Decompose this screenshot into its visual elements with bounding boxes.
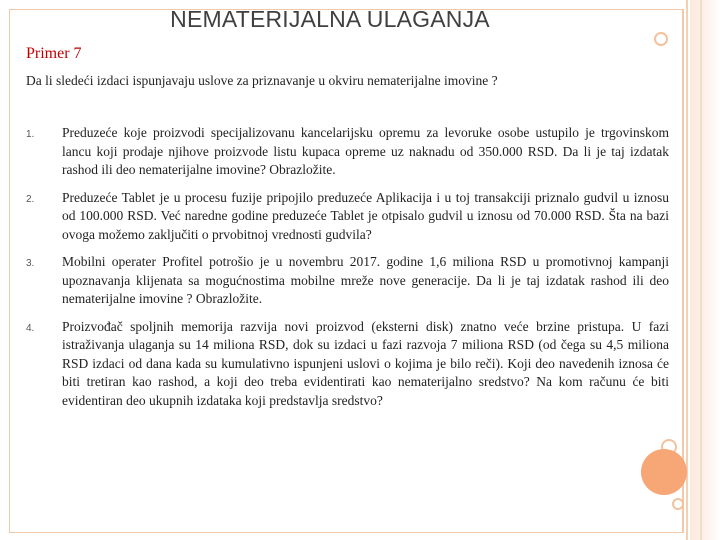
slide-subtitle: Primer 7 [26, 45, 82, 62]
list-item-number: 1. [26, 129, 35, 140]
list-item-text: Mobilni operater Profitel potrošio je u novembru 2017. godine 1,6 miliona RSD u promotivnoj kampanji upoznavanja klijenata sa mogućnostima mobilne mreže nove generacije. Da li je taj izdatak rashod ili deo nematerijalne imovine ? Obrazložite. [62, 254, 669, 306]
list-item [26, 253, 669, 309]
list-item-number: 2. [26, 193, 35, 205]
list-item-number: 4. [26, 322, 35, 334]
list-item-text: Preduzeće koje proizvodi specijalizovanu kancelarijsku opremu za levoruke osobe ustupilo je trgovinskom lancu koji prodaje njihove proizvode listu kupaca opreme uz naknadu od 350.000 RSD. Da li je taj izdatak rashod ili deo nematerijalne imovine? Obrazložite. [62, 125, 669, 177]
decorative-circle-filled [641, 449, 687, 495]
decorative-side-line [700, 0, 702, 540]
list-item [26, 189, 669, 245]
decorative-side-band [690, 0, 720, 540]
question-list [26, 124, 669, 419]
slide-title: NEMATERIJALNA ULAGANJA [170, 6, 490, 32]
list-item-text: Preduzeće Tablet je u procesu fuzije pripojilo preduzeće Aplikacija i u toj transakciji priznalo gudvil u iznosu od 100.000 RSD. Već naredne godine preduzeće Tablet je otpisalo gudvil u iznosu od 70.000 RSD. Šta na bazi ovoga možemo zaključiti o prvobitnoj vrednosti gudvila? [62, 189, 669, 242]
decorative-circle [672, 498, 684, 510]
decorative-side-line [686, 0, 688, 540]
list-item [26, 318, 669, 411]
list-item-number: 3. [26, 258, 35, 269]
list-item-text: Proizvođač spoljnih memorija razvija novi proizvod (eksterni disk) znatno veće brzine pristupa. U fazi istraživanja ulaganja su 14 miliona RSD, dok su izdaci u fazi razvoja 7 miliona RSD (od čega su 4,5 miliona RSD izdaci od dana kada su kumulativno ispunjeni uslovi o kojima je bilo reči). Koji deo navedenih iznosa će biti tretiran kao rashod, a koji deo treba evidentirati kao nematerijalno sredstvo? Na kom računu će biti evidentiran deo ukupnih izdataka koji predstavlja sredstvo? [62, 318, 669, 408]
decorative-circle [654, 32, 668, 46]
list-item [26, 124, 669, 180]
intro-question: Da li sledeći izdaci ispunjavaju uslove za priznavanje u okviru nematerijalne imovine ? [26, 73, 498, 88]
